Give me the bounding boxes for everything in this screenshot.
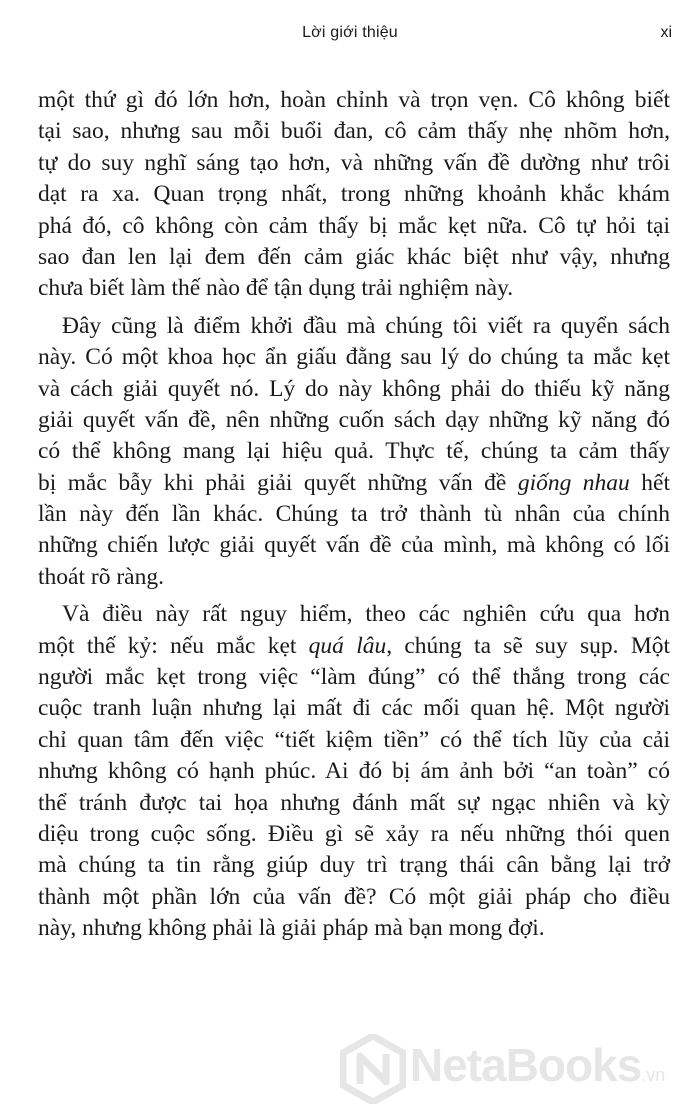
text-line: một thứ gì đó lớn hơn, hoàn chỉnh và trọn vẹn. Cô không biết bbox=[38, 87, 670, 113]
text-line: phá đó, cô không còn cảm thấy bị mắc kẹt nữa. Cô tự hỏi tại bbox=[38, 212, 670, 239]
italic-emphasis: giống nhau bbox=[517, 469, 630, 496]
text-run: , chúng ta sẽ suy sụp. Một bbox=[386, 632, 670, 659]
text-line: Đây cũng là điểm khởi đầu mà chúng tôi viết ra quyển sách bbox=[62, 312, 670, 339]
text-line: chưa biết làm thế nào để tận dụng trải nghiệm này. bbox=[38, 275, 514, 302]
text-line: lần này đến lần khác. Chúng ta trở thành tù nhân của chính bbox=[38, 501, 670, 528]
page-header bbox=[0, 20, 700, 50]
text-line: chỉ quan tâm đến việc “tiết kiệm tiền” có thể tích lũy của cải bbox=[38, 726, 670, 753]
text-line: mà chúng ta tin rằng giúp duy trì trạng thái cân bằng lại trở bbox=[38, 852, 670, 879]
text-line bbox=[38, 468, 670, 499]
text-line: giải quyết vấn đề, nên những cuốn sách dạy những kỹ năng đó bbox=[38, 406, 670, 433]
text-line: thành một phần lớn của vấn đề? Có một giải pháp cho điều bbox=[38, 883, 670, 910]
text-line: thể tránh được tai họa nhưng đánh mất sự ngạc nhiên và kỳ bbox=[38, 789, 670, 816]
text-line: Và điều này rất nguy hiểm, theo các nghiên cứu qua hơn bbox=[62, 601, 670, 628]
text-run: bị mắc bẫy khi phải giải quyết những vấn đề bbox=[38, 469, 518, 496]
text-line: tự do suy nghĩ sáng tạo hơn, và những vấn đề dường như trôi bbox=[38, 149, 670, 176]
text-line: này. Có một khoa học ẩn giấu đằng sau lý do chúng ta mắc kẹt bbox=[38, 344, 670, 371]
text-line: và cách giải quyết nó. Lý do này không phải do thiếu kỹ năng bbox=[38, 375, 670, 402]
text-line: này, nhưng không phải là giải pháp mà bạn mong đợi. bbox=[38, 915, 545, 942]
text-line bbox=[38, 631, 670, 662]
text-line: có thể không mang lại hiệu quả. Thực tế, chúng ta cảm thấy bbox=[38, 438, 670, 465]
text-line: sao đan len lại đem đến cảm giác khác biệt như vậy, nhưng bbox=[38, 243, 670, 270]
text-line: người mắc kẹt trong việc “làm đúng” có thể thắng trong các bbox=[38, 664, 670, 691]
body-text bbox=[38, 85, 670, 945]
watermark bbox=[340, 1030, 680, 1110]
text-line: dạt ra xa. Quan trọng nhất, trong những khoảnh khắc khám bbox=[38, 181, 670, 208]
netabooks-logo-icon bbox=[340, 1034, 406, 1104]
text-line: những chiến lược giải quyết vấn đề của mình, mà không có lối bbox=[38, 532, 670, 559]
text-line: nhưng không có hạnh phúc. Ai đó bị ám ảnh bởi “an toàn” có bbox=[38, 758, 670, 785]
chapter-title: Lời giới thiệu bbox=[302, 24, 398, 41]
italic-emphasis: quá lâu bbox=[308, 632, 387, 659]
text-line: tại sao, nhưng sau mỗi buổi đan, cô cảm thấy nhẹ nhõm hơn, bbox=[38, 118, 670, 145]
text-line: cuộc tranh luận nhưng lại mất đi các mối quan hệ. Một người bbox=[38, 695, 670, 722]
text-line: thoát rõ ràng. bbox=[38, 563, 164, 590]
watermark-text bbox=[410, 1038, 665, 1092]
text-run: một thế kỷ: nếu mắc kẹt bbox=[38, 632, 309, 659]
watermark-brand: NetaBooks bbox=[410, 1039, 642, 1091]
watermark-suffix: .vn bbox=[641, 1065, 666, 1085]
text-run: hết bbox=[629, 469, 670, 496]
page-number: xi bbox=[660, 24, 672, 41]
text-line: diệu trong cuộc sống. Điều gì sẽ xảy ra nếu những thói quen bbox=[38, 820, 670, 847]
